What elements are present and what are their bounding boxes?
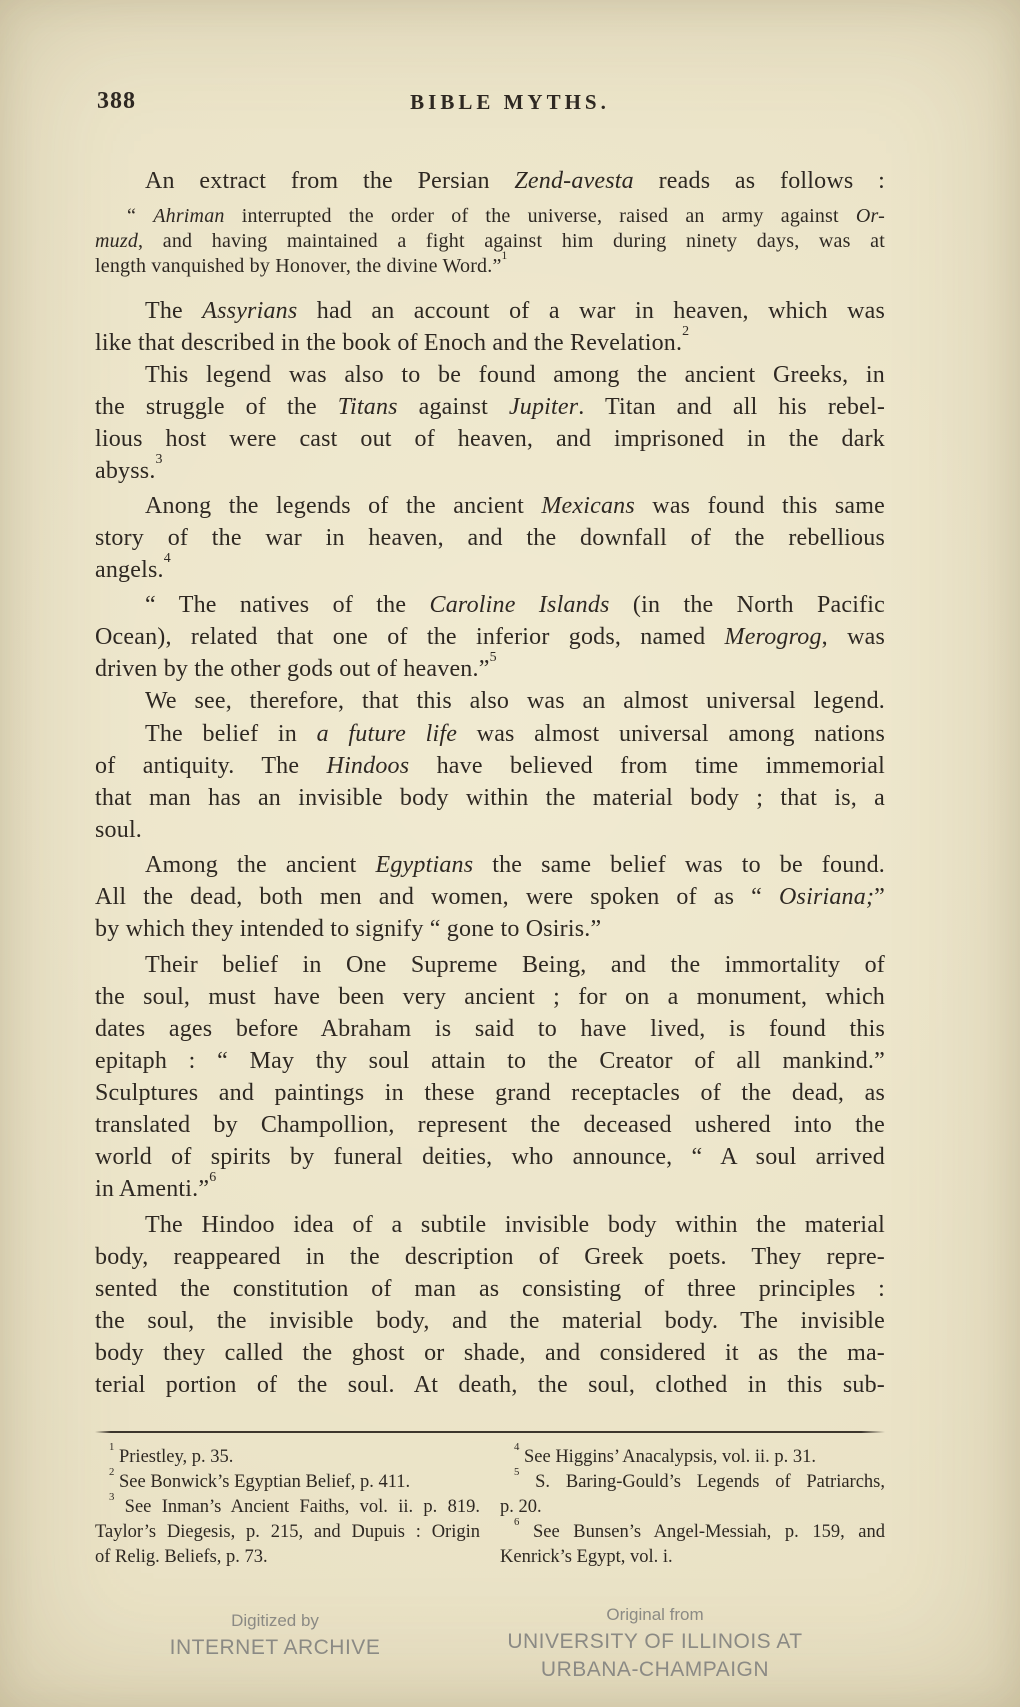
footnote-line: $^1$ Priestley, p. 35. xyxy=(109,1441,234,1467)
paragraph xyxy=(95,589,885,685)
text-line: of antiquity. The Hindoos have believed from time immemorial xyxy=(95,753,885,779)
text-line: the soul, must have been very ancient ; for on a monument, which xyxy=(95,984,885,1010)
footnote-line: Taylor’s Diegesis, p. 215, and Dupuis : Origin xyxy=(95,1522,480,1542)
text-line: The Assyrians had an account of a war in heaven, which was xyxy=(145,298,885,324)
text-line: dates ages before Abraham is said to have lived, is found this xyxy=(95,1016,885,1042)
paragraph xyxy=(95,490,885,586)
text-line: The Hindoo idea of a subtile invisible body within the material xyxy=(145,1212,885,1238)
footnote-line: Kenrick’s Egypt, vol. i. xyxy=(500,1547,673,1567)
footnote-entry xyxy=(500,1516,885,1570)
paragraph xyxy=(95,359,885,487)
footnote-entry xyxy=(500,1441,885,1470)
footnote-entry xyxy=(95,1466,480,1495)
paragraph xyxy=(95,849,885,945)
text-line: abyss.$^3$ xyxy=(95,451,163,484)
text-line: Among the ancient Egyptians the same belief was to be found. xyxy=(145,852,885,878)
text-line: Sculptures and paintings in these grand receptacles of the dead, as xyxy=(95,1080,885,1106)
text-line: translated by Champollion, represent the deceased ushered into the xyxy=(95,1112,885,1138)
text-line: “ The natives of the Caroline Islands (in the North Pacific xyxy=(145,592,885,618)
text-line: story of the war in heaven, and the downfall of the rebellious xyxy=(95,525,885,551)
paragraph xyxy=(95,685,885,717)
text-line: Anong the legends of the ancient Mexicans was found this same xyxy=(145,493,885,519)
footnotes-right-column xyxy=(500,1441,885,1570)
footnote-line: of Relig. Beliefs, p. 73. xyxy=(95,1547,268,1567)
text-line: by which they intended to signify “ gone to Osiris.” xyxy=(95,916,602,942)
text-line: muzd, and having maintained a fight against him during ninety days, was at xyxy=(95,230,885,252)
text-line: the struggle of the Titans against Jupiter. Titan and all his rebel- xyxy=(95,394,886,420)
text-line: like that described in the book of Enoch and the Revelation.$^2$ xyxy=(95,323,690,356)
text-line: length vanquished by Honover, the divine Word.”$^1$ xyxy=(95,249,508,277)
text-line: that man has an invisible body within the material body ; that is, a xyxy=(95,785,885,811)
internet-archive-stamp: INTERNET ARCHIVE xyxy=(169,1636,381,1659)
footnotes-left-column xyxy=(95,1441,480,1570)
footnote-line: $^6$ See Bunsen’s Angel-Messiah, p. 159, and xyxy=(514,1516,885,1542)
university-stamp-line2: URBANA-CHAMPAIGN xyxy=(540,1658,770,1681)
body-text xyxy=(95,165,885,1401)
footnote-entry xyxy=(95,1491,480,1570)
text-line: the soul, the invisible body, and the material body. The invisible xyxy=(95,1308,885,1334)
original-from-stamp xyxy=(455,1602,855,1684)
text-line: body they called the ghost or shade, and considered it as the ma- xyxy=(95,1340,885,1366)
footnote-line: $^4$ See Higgins’ Anacalypsis, vol. ii. p. 31. xyxy=(514,1441,817,1467)
text-line: body, reappeared in the description of Greek poets. They repre- xyxy=(95,1244,885,1270)
text-line: in Amenti.”$^6$ xyxy=(95,1169,217,1202)
paragraph xyxy=(95,295,885,359)
digitized-by-label: Digitized by xyxy=(231,1611,319,1630)
footnote-rule xyxy=(95,1431,885,1433)
text-line: All the dead, both men and women, were spoken of as “ Osiriana;” xyxy=(95,884,885,910)
paragraph xyxy=(95,949,885,1205)
text-line: Their belief in One Supreme Being, and the immortality of xyxy=(145,952,885,978)
text-line: soul. xyxy=(95,817,143,843)
text-line: angels.$^4$ xyxy=(95,550,171,583)
text-line: We see, therefore, that this also was an almost universal legend. xyxy=(145,688,885,714)
text-line: epitaph : “ May thy soul attain to the Creator of all mankind.” xyxy=(95,1048,885,1074)
paragraph xyxy=(95,1209,885,1401)
text-line: sented the constitution of man as consisting of three principles : xyxy=(95,1276,885,1302)
footnote-entry xyxy=(95,1441,480,1470)
digitized-by-stamp xyxy=(75,1608,475,1662)
text-line: This legend was also to be found among the ancient Greeks, in xyxy=(145,362,885,388)
university-stamp-line1: UNIVERSITY OF ILLINOIS AT xyxy=(507,1630,803,1653)
text-column xyxy=(95,0,885,1570)
footnote-line: $^2$ See Bonwick’s Egyptian Belief, p. 411. xyxy=(109,1466,411,1492)
footnote-line: $^3$ See Inman’s Ancient Faiths, vol. ii. p. 819. xyxy=(109,1491,480,1517)
quote-paragraph xyxy=(95,204,885,279)
original-from-label: Original from xyxy=(606,1605,704,1624)
footnote-line: p. 20. xyxy=(500,1497,542,1517)
text-line: terial portion of the soul. At death, the soul, clothed in this sub- xyxy=(95,1372,885,1398)
footnote-line: $^5$ S. Baring-Gould’s Legends of Patriarchs, xyxy=(514,1466,885,1492)
text-line: lious host were cast out of heaven, and imprisoned in the dark xyxy=(95,426,885,452)
paragraph xyxy=(95,165,885,197)
text-line: world of spirits by funeral deities, who announce, “ A soul arrived xyxy=(95,1144,885,1170)
text-line: Ocean), related that one of the inferior gods, named Merogrog, was xyxy=(95,624,885,650)
footnote-entry xyxy=(500,1466,885,1520)
page-number: 388 xyxy=(97,88,136,114)
running-title: BIBLE MYTHS. xyxy=(410,90,610,114)
text-line: An extract from the Persian Zend-avesta reads as follows : xyxy=(145,168,886,194)
paragraph xyxy=(95,718,885,846)
text-line: The belief in a future life was almost universal among nations xyxy=(145,721,885,747)
text-line: driven by the other gods out of heaven.”$^5$ xyxy=(95,649,497,682)
text-line: “ Ahriman interrupted the order of the universe, raised an army against Or- xyxy=(127,205,885,227)
footnotes xyxy=(95,1441,885,1570)
